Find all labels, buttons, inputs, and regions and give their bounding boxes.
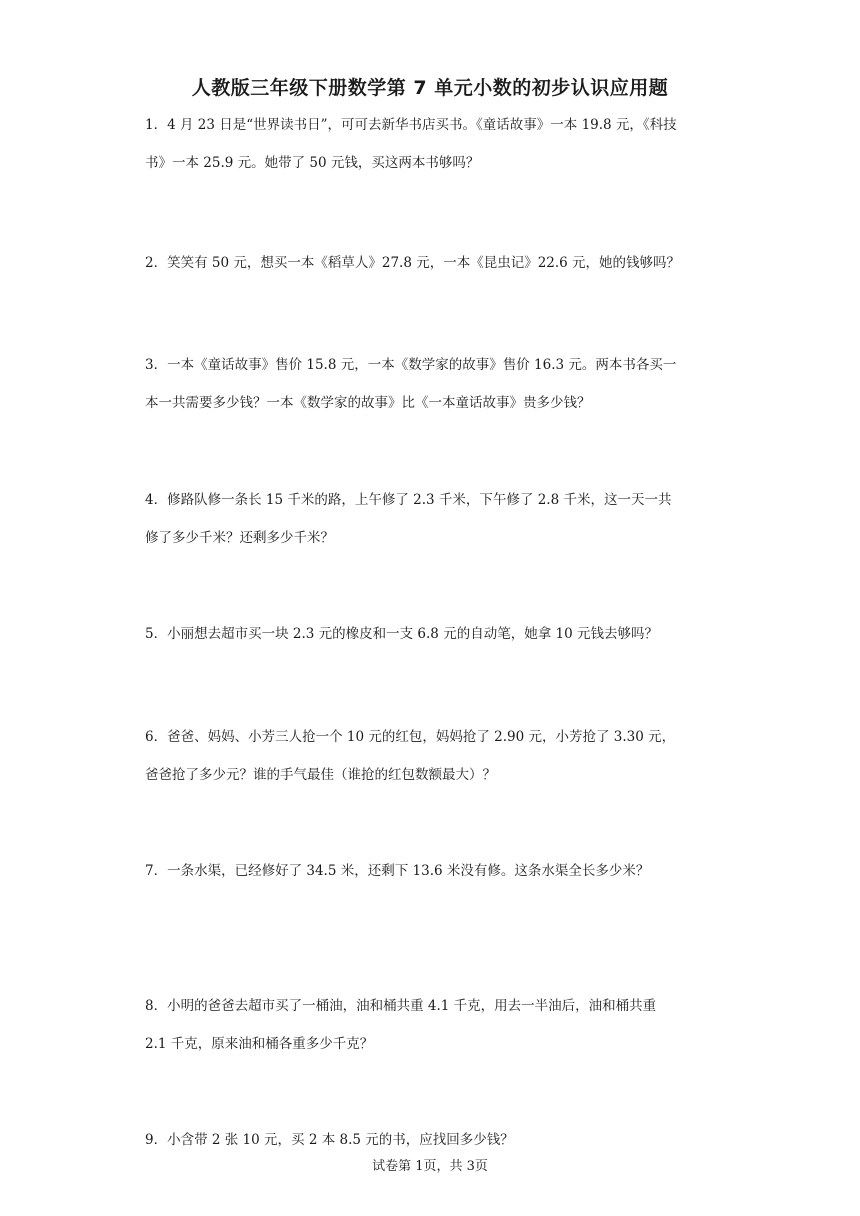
question-line: 修了多少千米？还剩多少千米？ bbox=[145, 530, 334, 546]
question-line: 爸爸抢了多少元？谁的手气最佳（谁抢的红包数额最大）？ bbox=[145, 767, 496, 783]
question-line: 3．一本《童话故事》售价 15.8 元，一本《数学家的故事》售价 16.3 元。两本书各买一 bbox=[145, 357, 677, 373]
question-line: 2.1 千克，原来油和桶各重多少千克？ bbox=[145, 1036, 374, 1052]
question-line: 4．修路队修一条长 15 千米的路，上午修了 2.3 千米，下午修了 2.8 千米，这一天一共 bbox=[145, 492, 672, 508]
page-footer: 试卷第 1页，共 3页 bbox=[372, 1159, 488, 1174]
question-line: 6．爸爸、妈妈、小芳三人抢一个 10 元的红包，妈妈抢了 2.90 元，小芳抢了 3.30 元， bbox=[145, 729, 676, 745]
question-6 bbox=[145, 718, 725, 794]
question-line: 1．4 月 23 日是“世界读书日”，可可去新华书店买书。《童话故事》一本 19.8 元，《科技 bbox=[145, 117, 677, 133]
question-line: 2．笑笑有 50 元，想买一本《稻草人》27.8 元，一本《昆虫记》22.6 元，她的钱够吗？ bbox=[145, 255, 681, 271]
question-3 bbox=[145, 346, 725, 422]
question-9 bbox=[145, 1121, 725, 1159]
question-2 bbox=[145, 244, 725, 282]
question-8 bbox=[145, 987, 725, 1063]
question-1 bbox=[145, 106, 725, 182]
question-7 bbox=[145, 852, 725, 890]
question-line: 8．小明的爸爸去超市买了一桶油，油和桶共重 4.1 千克，用去一半油后，油和桶共重 bbox=[145, 998, 657, 1014]
page-title: 人教版三年级下册数学第 7 单元小数的初步认识应用题 bbox=[191, 77, 669, 99]
question-4 bbox=[145, 481, 725, 557]
question-5 bbox=[145, 615, 725, 653]
question-line: 本一共需要多少钱？一本《数学家的故事》比《一本童话故事》贵多少钱？ bbox=[145, 395, 591, 411]
question-line: 9．小含带 2 张 10 元，买 2 本 8.5 元的书，应找回多少钱？ bbox=[145, 1132, 514, 1148]
question-line: 书》一本 25.9 元。她带了 50 元钱，买这两本书够吗？ bbox=[145, 155, 480, 171]
question-line: 7．一条水渠，已经修好了 34.5 米，还剩下 13.6 米没有修。这条水渠全长多少米？ bbox=[145, 863, 650, 879]
question-line: 5．小丽想去超市买一块 2.3 元的橡皮和一支 6.8 元的自动笔，她拿 10 元钱去够吗？ bbox=[145, 626, 658, 642]
